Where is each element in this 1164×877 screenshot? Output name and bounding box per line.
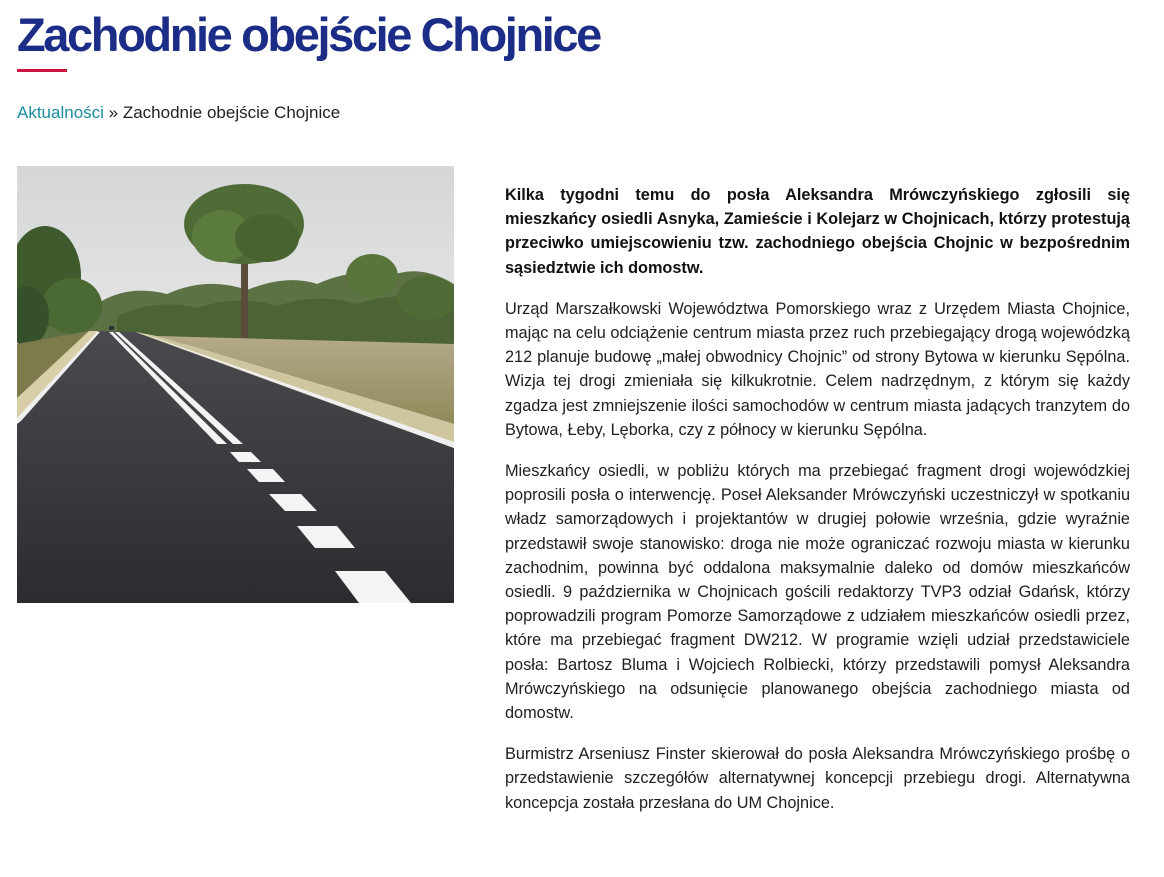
breadcrumb (17, 101, 340, 125)
title-underline (17, 69, 67, 72)
breadcrumb-link-news[interactable]: Aktualności (17, 103, 104, 122)
article-image (17, 166, 454, 603)
page-title: Zachodnie obejście Chojnice (17, 8, 600, 61)
article-paragraph-2: Mieszkańcy osiedli, w pobliżu których ma przebiegać fragment drogi wojewódzkiej poprosili posła o interwencję. Poseł Aleksander Mrówczyński uczestniczył w spotkaniu władz samorządowych i projektantów w drugiej połowie września, gdzie wyraźnie przedstawił swoje stanowisko: droga nie może ograniczać rozwoju miasta w kierunku zachodnim, powinna być oddalona maksymalnie daleko od domów mieszkańców osiedli. 9 października w Chojnicach gościli redaktorzy TVP3 odział Gdańsk, którzy poprowadzili program Pomorze Samorządowe z udziałem mieszkańców osiedli przez, które ma przebiegać fragment DW212. W programie wzięli udział przedstawiciele posła: Bartosz Bluma i Wojciech Rolbiecki, którzy przedstawili pomysł Aleksandra Mrówczyńskiego na odsunięcie planowanego obejścia zachodniego miasta od domostw. (505, 462, 1130, 723)
article-lead: Kilka tygodni temu do posła Aleksandra Mrówczyńskiego zgłosili się mieszkańcy osiedli Asnyka, Zamieście i Kolejarz w Chojnicach, którzy protestują przeciwko umiejscowieniu tzw. zachodniego obejścia Chojnic w bezpośrednim sąsiedztwie ich domostw. (505, 186, 1130, 277)
article-paragraph-1: Urząd Marszałkowski Województwa Pomorskiego wraz z Urzędem Miasta Chojnice, mając na celu odciążenie centrum miasta przez ruch przebiegający drogą wojewódzką 212 planuje budowę „małej obwodnicy Chojnic” od strony Bytowa w kierunku Sępólna. Wizja tej drogi zmieniała się kilkukrotnie. Celem nadrzędnym, z którym się każdy zgadza jest zmniejszenie ilości samochodów w centrum miasta jadących tranzytem do Bytowa, Łeby, Lęborka, czy z północy w kierunku Sępólna. (505, 299, 1130, 439)
road-photo (17, 166, 454, 603)
article-paragraph-3: Burmistrz Arseniusz Finster skierował do posła Aleksandra Mrówczyńskiego prośbę o przedstawienie szczegółów alternatywnej koncepcji przebiegu drogi. Alternatywna koncepcja została przesłana do UM Chojnice. (505, 745, 1130, 812)
breadcrumb-separator: » (103, 103, 123, 122)
breadcrumb-current: Zachodnie obejście Chojnice (122, 103, 341, 122)
article-body (505, 183, 1130, 832)
